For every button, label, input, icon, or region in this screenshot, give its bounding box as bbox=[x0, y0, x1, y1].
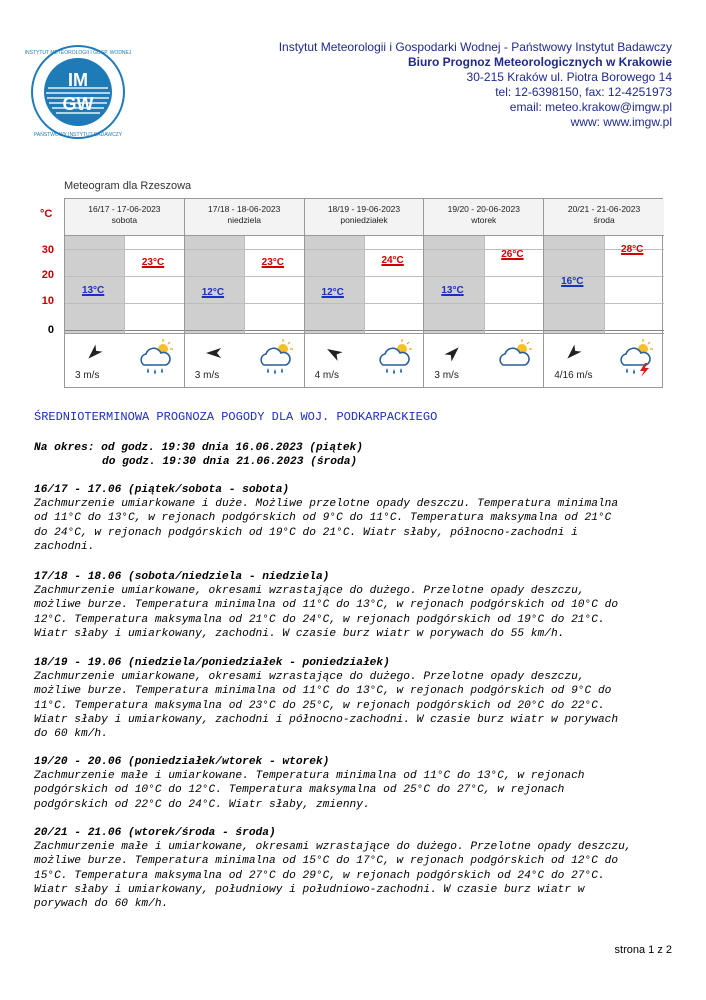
night-shading bbox=[185, 236, 244, 333]
section-text-line: do 24°C, w rejonach podgórskich od 19°C do 21°C. Wiatr słaby, północno-zachodni i bbox=[34, 526, 578, 539]
cloud-sun-icon bbox=[495, 336, 535, 376]
day-weekday: sobota bbox=[111, 215, 138, 225]
section-title: 20/21 - 21.06 (wtorek/środa - środa) bbox=[34, 827, 276, 839]
section-text-line: zachodni. bbox=[34, 540, 95, 553]
section-text-line: Zachmurzenie umiarkowane, okresami wzrastające do dużego. Przelotne opady deszczu, bbox=[34, 585, 585, 598]
grid-line bbox=[124, 236, 125, 333]
meteogram-grid bbox=[64, 198, 663, 388]
section-title: 16/17 - 17.06 (piątek/sobota - sobota) bbox=[34, 484, 290, 496]
section-text-line: możliwe burze. Temperatura minimalna od 11°C do 13°C, w rejonach podgórskich od 10°C do bbox=[34, 599, 619, 612]
wind-direction-icon bbox=[323, 342, 345, 364]
svg-text:INSTYTUT METEOROLOGII I GOSP.: INSTYTUT METEOROLOGII I GOSP. WODNEJ bbox=[24, 50, 132, 56]
temperature-zone bbox=[544, 236, 664, 333]
day-range: 20/21 - 21-06-2023 bbox=[567, 204, 641, 214]
period-line-1: Na okres: od godz. 19:30 dnia 16.06.2023 (piątek) bbox=[34, 442, 363, 454]
y-tick: 30 bbox=[41, 244, 54, 256]
max-temperature: 26°C bbox=[501, 249, 524, 261]
max-temperature: 24°C bbox=[381, 254, 404, 266]
phone: tel: 12-6398150, fax: 12-4251973 bbox=[495, 85, 672, 99]
grid-line bbox=[604, 236, 605, 333]
svg-text:PAŃSTWOWY INSTYTUT BADAWCZY: PAŃSTWOWY INSTYTUT BADAWCZY bbox=[33, 132, 123, 138]
day-weekday: wtorek bbox=[471, 215, 497, 225]
section-text-line: możliwe burze. Temperatura minimalna od 11°C do 13°C, w rejonach podgórskich od 9°C do bbox=[34, 685, 612, 698]
day-header bbox=[305, 199, 424, 236]
y-tick: 20 bbox=[41, 269, 54, 281]
section-text-line: Zachmurzenie umiarkowane i duże. Możliwe przelotne opady deszczu. Temperatura minimalna bbox=[34, 498, 619, 511]
max-temperature: 28°C bbox=[621, 243, 644, 255]
meteogram-day bbox=[185, 199, 305, 387]
max-temperature: 23°C bbox=[261, 257, 284, 269]
forecast-title: ŚREDNIOTERMINOWA PROGNOZA POGODY DLA WOJ. PODKARPACKIEGO bbox=[34, 410, 438, 424]
day-weekday: poniedziałek bbox=[340, 215, 388, 225]
imgw-logo bbox=[24, 44, 132, 140]
period-line-2: do godz. 19:30 dnia 21.06.2023 (środa) bbox=[102, 456, 358, 468]
cloud-sun-rain-icon bbox=[256, 336, 296, 376]
section-text-line: Zachmurzenie małe i umiarkowane, okresami wzrastające do dużego. Przelotne opady deszczu, bbox=[34, 841, 632, 854]
y-tick: 10 bbox=[41, 295, 54, 307]
section-text-line: Wiatr słaby i umiarkowany, południowy i południowo-zachodni. W czasie burz wiatr w bbox=[34, 883, 585, 896]
min-temperature: 12°C bbox=[321, 287, 344, 299]
meteogram-day bbox=[65, 199, 185, 387]
section-text-line: podgórskich od 10°C do 12°C. Temperatura maksymalna od 25°C do 27°C, w rejonach bbox=[34, 784, 565, 797]
cloud-sun-storm-icon bbox=[616, 336, 656, 376]
night-shading bbox=[305, 236, 364, 333]
temperature-zone bbox=[305, 236, 424, 333]
section-text-line: Wiatr słaby i umiarkowany, zachodni i północno-zachodni. W czasie burz wiatr w porywach bbox=[34, 713, 619, 726]
day-header bbox=[65, 199, 184, 236]
temperature-zone bbox=[65, 236, 184, 333]
section-title: 17/18 - 18.06 (sobota/niedziela - niedziela) bbox=[34, 571, 330, 583]
weather-zone bbox=[65, 333, 184, 388]
min-temperature: 13°C bbox=[441, 284, 464, 296]
institute-name: Instytut Meteorologii i Gospodarki Wodnej - Państwowy Instytut Badawczy bbox=[278, 40, 672, 54]
day-header bbox=[424, 199, 543, 236]
section-text-line: do 60 km/h. bbox=[34, 728, 108, 740]
max-temperature: 23°C bbox=[141, 257, 165, 269]
cloud-sun-rain-icon bbox=[375, 336, 415, 376]
wind-direction-icon bbox=[203, 342, 225, 364]
section-text-line: 15°C. Temperatura maksymalna od 27°C do 29°C, w rejonach podgórskich od 24°C do 27°C. bbox=[34, 869, 605, 882]
min-temperature: 12°C bbox=[201, 287, 225, 299]
day-header bbox=[185, 199, 304, 236]
address: 30-215 Kraków ul. Piotra Borowego 14 bbox=[466, 70, 672, 84]
weather-zone bbox=[185, 333, 304, 388]
meteogram-day bbox=[305, 199, 425, 387]
min-temperature: 13°C bbox=[81, 284, 105, 296]
page-number: strona 1 z 2 bbox=[614, 944, 672, 956]
grid-line bbox=[244, 236, 245, 333]
min-temperature: 16°C bbox=[561, 276, 584, 288]
day-range: 19/20 - 20-06-2023 bbox=[447, 204, 520, 214]
wind-speed: 3 m/s bbox=[194, 370, 220, 381]
temperature-zone bbox=[185, 236, 304, 333]
day-header bbox=[544, 199, 664, 236]
section-text-line: podgórskich od 22°C do 24°C. Wiatr słaby, zmienny. bbox=[34, 798, 370, 811]
svg-text:GW: GW bbox=[62, 94, 94, 114]
weather-zone bbox=[305, 333, 424, 388]
section-text-line: Zachmurzenie małe i umiarkowane. Temperatura minimalna od 11°C do 13°C, w rejonach bbox=[34, 770, 585, 783]
meteogram bbox=[38, 178, 670, 390]
section-text-line: od 11°C do 13°C, w rejonach podgórskich od 9°C do 11°C. Temperatura maksymalna od 21°C bbox=[34, 512, 612, 525]
wind-direction-icon bbox=[83, 342, 105, 364]
section-text-line: porywach do 60 km/h. bbox=[34, 898, 169, 910]
section-text-line: Zachmurzenie umiarkowane, okresami wzrastające do dużego. Przelotne opady deszczu, bbox=[34, 671, 585, 684]
wind-speed: 3 m/s bbox=[75, 370, 100, 381]
bureau-name: Biuro Prognoz Meteorologicznych w Krakowie bbox=[407, 55, 672, 69]
temperature-unit: °C bbox=[40, 208, 53, 220]
section-text-line: 11°C. Temperatura maksymalna od 23°C do 25°C, w rejonach podgórskich od 20°C do 22°C. bbox=[34, 699, 605, 712]
institute-header bbox=[279, 40, 672, 130]
weather-zone bbox=[424, 333, 543, 388]
grid-line bbox=[484, 236, 485, 333]
meteogram-title: Meteogram dla Rzeszowa bbox=[64, 180, 192, 192]
y-tick: 0 bbox=[47, 324, 54, 336]
wind-direction-icon bbox=[442, 342, 464, 364]
email: email: meteo.krakow@imgw.pl bbox=[509, 100, 672, 114]
section-text-line: 12°C. Temperatura maksymalna od 21°C do 24°C, w rejonach podgórskich od 19°C do 21°C. bbox=[34, 613, 605, 626]
day-weekday: niedziela bbox=[227, 215, 261, 225]
meteogram-day bbox=[544, 199, 664, 387]
section-text-line: możliwe burze. Temperatura minimalna od 15°C do 17°C, w rejonach podgórskich od 12°C do bbox=[34, 855, 619, 868]
wind-direction-icon bbox=[562, 342, 584, 364]
svg-text:IM: IM bbox=[68, 70, 88, 90]
website: www: www.imgw.pl bbox=[570, 115, 672, 129]
weather-zone bbox=[544, 333, 664, 388]
cloud-sun-rain-icon bbox=[136, 336, 176, 376]
section-title: 18/19 - 19.06 (niedziela/poniedziałek - poniedziałek) bbox=[34, 657, 390, 669]
section-text-line: Wiatr słaby i umiarkowany, zachodni. W czasie burz wiatr w porywach do 55 km/h. bbox=[34, 627, 565, 640]
day-weekday: środa bbox=[593, 215, 615, 225]
temperature-zone bbox=[424, 236, 543, 333]
section-title: 19/20 - 20.06 (poniedziałek/wtorek - wtorek) bbox=[34, 756, 330, 768]
day-range: 17/18 - 18-06-2023 bbox=[208, 204, 281, 214]
day-range: 18/19 - 19-06-2023 bbox=[327, 204, 401, 214]
grid-line bbox=[364, 236, 365, 333]
day-range: 16/17 - 17-06-2023 bbox=[88, 204, 161, 214]
wind-speed: 3 m/s bbox=[434, 370, 459, 381]
wind-speed: 4/16 m/s bbox=[554, 370, 593, 381]
wind-speed: 4 m/s bbox=[314, 370, 340, 381]
meteogram-day bbox=[424, 199, 544, 387]
